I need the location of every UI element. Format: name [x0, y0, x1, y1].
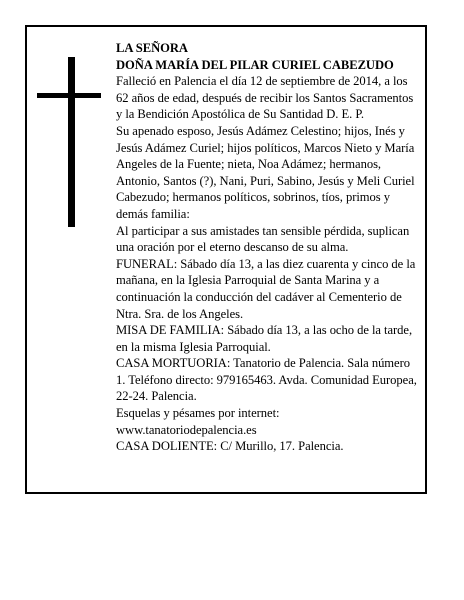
funeral-details: FUNERAL: Sábado día 13, a las diez cuarenta y cinco de la mañana, en la Iglesia Parroquial de Santa Marina y a continuación la conducción del cadáver al Cementerio de Ntra. Sra. de los Angeles.	[116, 256, 416, 321]
cross-horizontal-bar	[37, 93, 101, 98]
prayer-request: Al participar a sus amistades tan sensible pérdida, suplican una oración por el eterno descanso de su alma.	[116, 223, 410, 255]
death-announcement: Falleció en Palencia el día 12 de septiembre de 2014, a los 62 años de edad, después de recibir los Santos Sacramentos y la Bendición Apostólica de Su Santidad D. E. P.	[116, 74, 414, 122]
cross-vertical-bar	[68, 57, 75, 227]
family-list: Su apenado esposo, Jesús Adámez Celestino; hijos, Inés y Jesús Adámez Curiel; hijos políticos, Marcos Nieto y María Angeles de la Fuente; nieta, Noa Adámez; hermanos, Antonio, Santos (?), Nani, Puri, Sabino, Jesús y Meli Curiel Cabezudo; hermanos políticos, sobrinos, tíos, primos y demás familia:	[116, 123, 415, 221]
family-home-address: CASA DOLIENTE: C/ Murillo, 17. Palencia.	[116, 439, 344, 454]
deceased-name: DOÑA MARÍA DEL PILAR CURIEL CABEZUDO	[116, 57, 394, 72]
notice-title-line-1: LA SEÑORA	[116, 41, 188, 55]
online-condolences: Esquelas y pésames por internet: www.tanatoriodepalencia.es	[116, 406, 280, 437]
family-mass-details: MISA DE FAMILIA: Sábado día 13, a las ocho de la tarde, en la misma Iglesia Parroquial.	[116, 323, 413, 354]
obituary-notice	[25, 25, 427, 494]
latin-cross-icon	[37, 57, 112, 227]
funeral-home-details: CASA MORTUORIA: Tanatorio de Palencia. Sala número 1. Teléfono directo: 979165463. Avda. Comunidad Europea, 22-24. Palencia.	[116, 356, 417, 404]
notice-text	[116, 40, 421, 455]
